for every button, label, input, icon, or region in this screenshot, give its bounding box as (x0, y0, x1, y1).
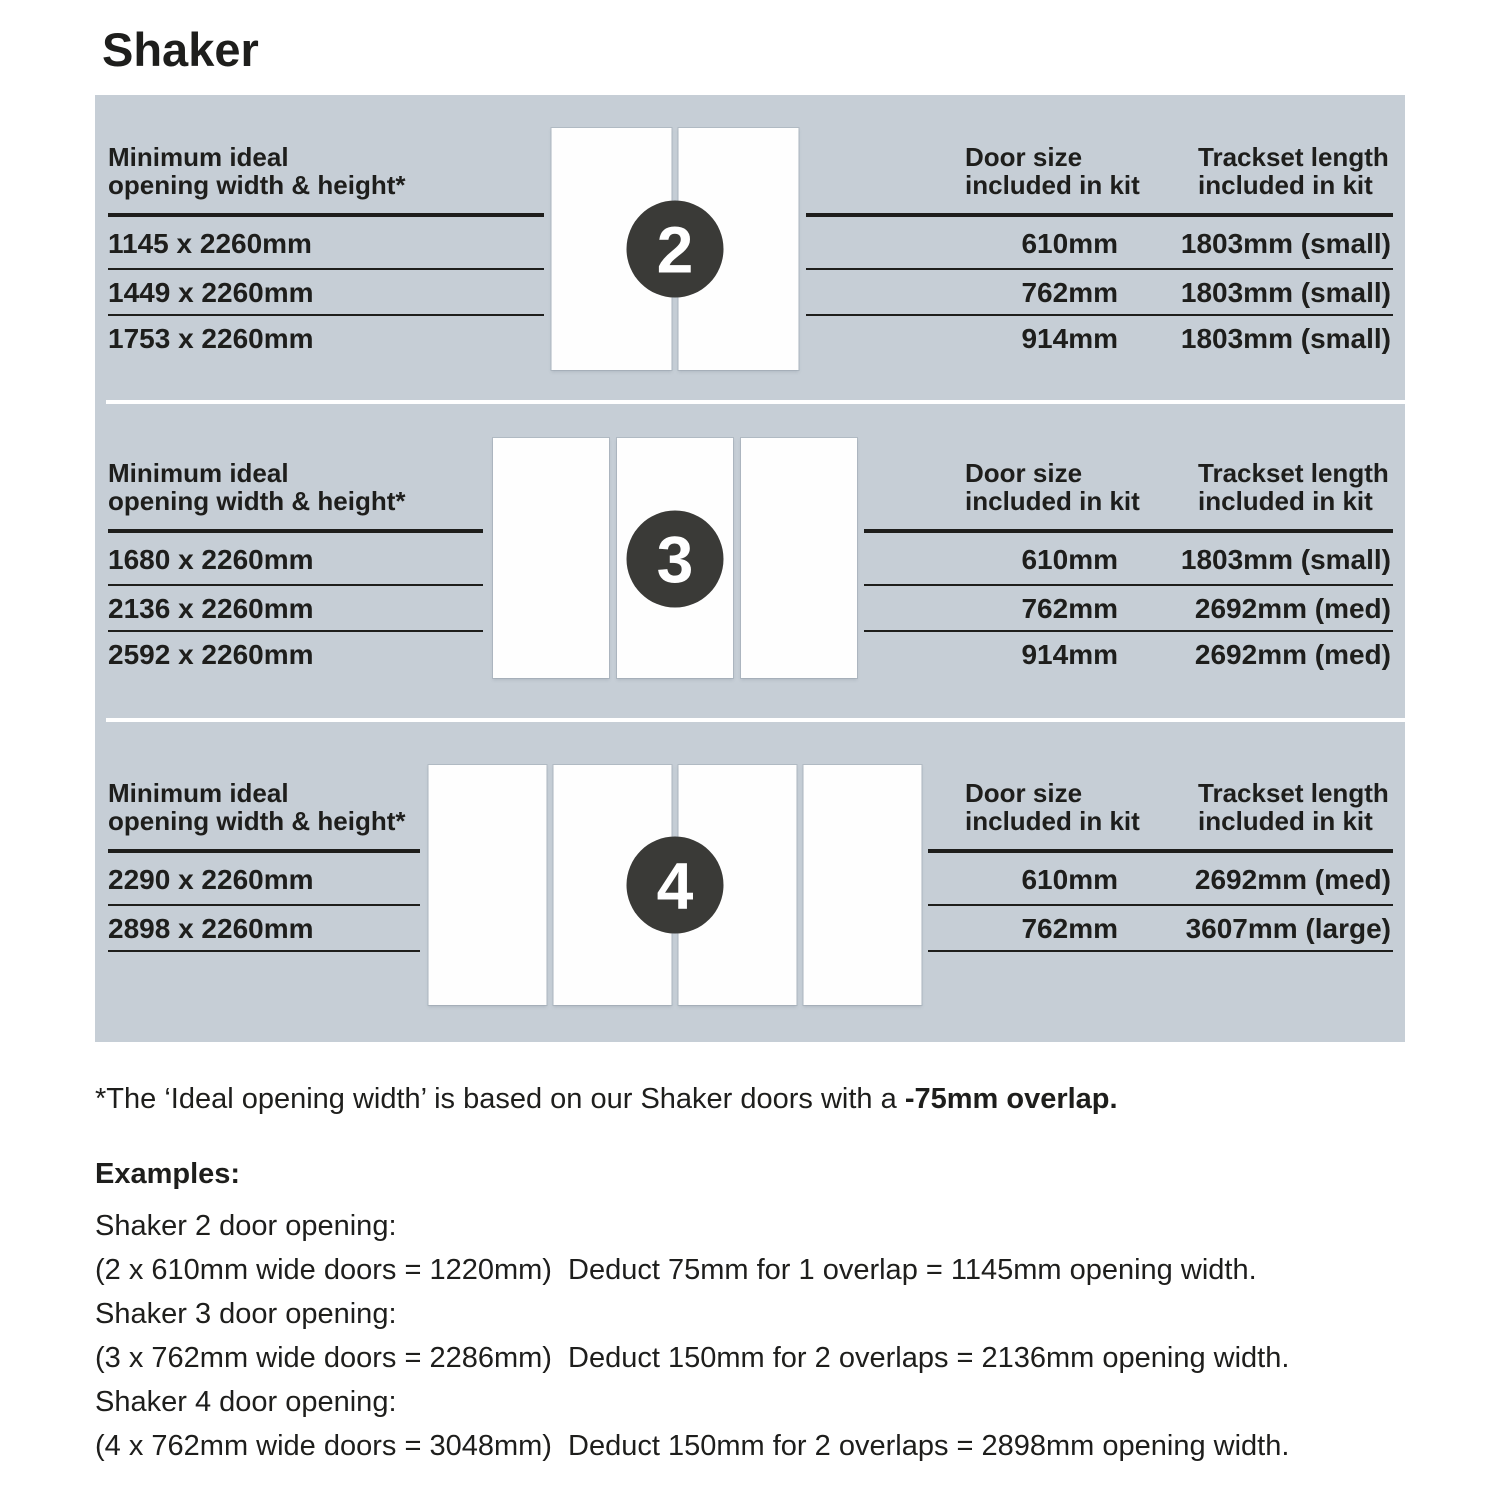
size-rows (108, 217, 1393, 362)
opening-header-line2: opening width & height* (108, 806, 406, 836)
size-row (108, 217, 1393, 270)
opening-size-value: 2592 x 2260mm (108, 639, 314, 670)
trackset-value: 3607mm (large) (1185, 913, 1391, 944)
example-label: Shaker 4 door opening: (95, 1386, 397, 1418)
door-size-value: 610mm (1021, 863, 1118, 895)
trackset-value: 2692mm (med) (1194, 639, 1391, 670)
opening-header-line2: opening width & height* (108, 170, 406, 200)
footnote-bold: -75mm overlap. (904, 1083, 1118, 1115)
door-size-value: 610mm (1021, 227, 1118, 259)
door-size-value: 914mm (1021, 323, 1118, 354)
door-size-header-line1: Door size (965, 142, 1083, 172)
door-count-badge: 3 (627, 511, 724, 608)
size-row (108, 632, 1393, 678)
door-size-value: 762mm (1021, 277, 1118, 308)
opening-header-line1: Minimum ideal (108, 778, 289, 808)
opening-size-value: 1449 x 2260mm (108, 277, 314, 308)
size-row (108, 270, 1393, 316)
door-size-header-line2: included in kit (965, 486, 1140, 516)
opening-size-value: 1753 x 2260mm (108, 323, 314, 354)
door-size-header-line1: Door size (965, 458, 1083, 488)
door-size-value: 762mm (1021, 593, 1118, 624)
size-rows (108, 533, 1393, 678)
door-size-header (965, 459, 1140, 515)
trackset-value: 1803mm (small) (1180, 227, 1391, 259)
opening-size-value: 1680 x 2260mm (108, 543, 314, 575)
door-size-value: 610mm (1021, 543, 1118, 575)
door-count-badge: 2 (627, 201, 724, 298)
trackset-header-line1: Trackset length (1198, 778, 1389, 808)
example-detail: (2 x 610mm wide doors = 1220mm) Deduct 75mm for 1 overlap = 1145mm opening width. (95, 1254, 1257, 1286)
trackset-value: 1803mm (small) (1180, 543, 1391, 575)
opening-size-value: 2290 x 2260mm (108, 863, 314, 895)
trackset-value: 2692mm (med) (1194, 863, 1391, 895)
examples-block (95, 1158, 1289, 1468)
opening-size-header (108, 779, 406, 835)
size-chart-panel (95, 95, 1405, 1042)
size-row (108, 316, 1393, 362)
opening-size-value: 2136 x 2260mm (108, 593, 314, 624)
door-count-badge: 4 (627, 837, 724, 934)
page-title: Shaker (102, 23, 259, 76)
trackset-header-line1: Trackset length (1198, 142, 1389, 172)
opening-header-line1: Minimum ideal (108, 458, 289, 488)
footnote-text: *The ‘Ideal opening width’ is based on our Shaker doors with a (95, 1083, 905, 1115)
example-label: Shaker 3 door opening: (95, 1298, 397, 1330)
opening-size-header (108, 143, 406, 199)
door-size-header-line2: included in kit (965, 170, 1140, 200)
trackset-header-line2: included in kit (1198, 170, 1373, 200)
section-4-door (95, 722, 1405, 1042)
trackset-header (1198, 143, 1389, 199)
section-2-door (95, 95, 1405, 400)
size-row (108, 533, 1393, 586)
door-size-header-line2: included in kit (965, 806, 1140, 836)
trackset-value: 1803mm (small) (1180, 277, 1391, 308)
trackset-header-line2: included in kit (1198, 486, 1373, 516)
size-rows (108, 853, 1393, 952)
size-row (108, 586, 1393, 632)
opening-size-value: 2898 x 2260mm (108, 913, 314, 944)
section-3-door (95, 404, 1405, 718)
examples-heading: Examples: (95, 1158, 241, 1190)
door-size-value: 914mm (1021, 639, 1118, 670)
opening-size-value: 1145 x 2260mm (108, 227, 312, 259)
trackset-header (1198, 779, 1389, 835)
trackset-value: 2692mm (med) (1194, 593, 1391, 624)
example-label: Shaker 2 door opening: (95, 1210, 397, 1242)
door-size-header-line1: Door size (965, 778, 1083, 808)
door-size-value: 762mm (1021, 913, 1118, 944)
trackset-header-line2: included in kit (1198, 806, 1373, 836)
trackset-header (1198, 459, 1389, 515)
opening-header-line1: Minimum ideal (108, 142, 289, 172)
example-detail: (3 x 762mm wide doors = 2286mm) Deduct 150mm for 2 overlaps = 2136mm opening width. (95, 1342, 1290, 1374)
size-row (108, 906, 1393, 952)
door-size-header (965, 779, 1140, 835)
door-size-header (965, 143, 1140, 199)
trackset-header-line1: Trackset length (1198, 458, 1389, 488)
opening-header-line2: opening width & height* (108, 486, 406, 516)
footnote (95, 1082, 1118, 1116)
size-row (108, 853, 1393, 906)
opening-size-header (108, 459, 406, 515)
trackset-value: 1803mm (small) (1180, 323, 1391, 354)
example-detail: (4 x 762mm wide doors = 3048mm) Deduct 150mm for 2 overlaps = 2898mm opening width. (95, 1430, 1290, 1462)
